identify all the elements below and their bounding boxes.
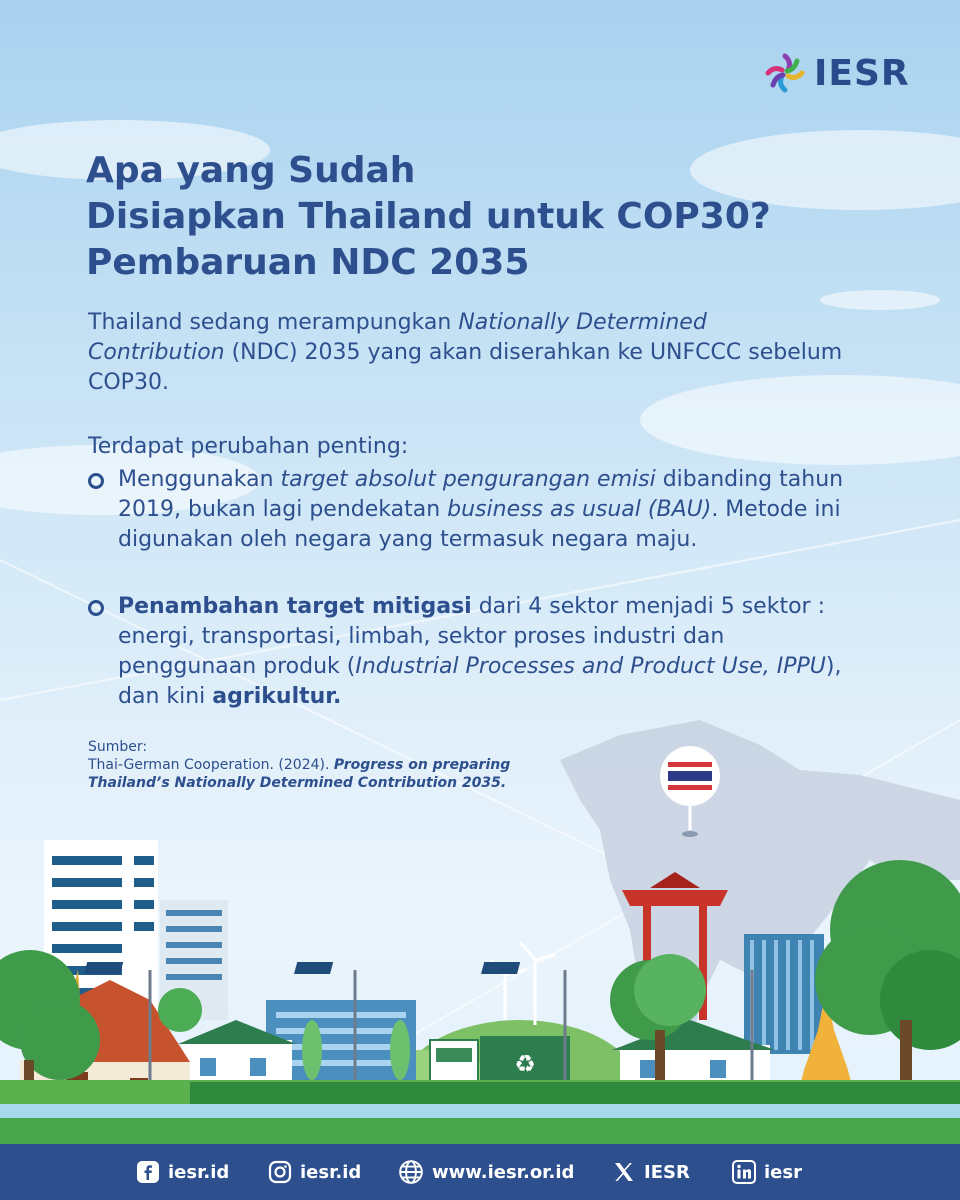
x-icon	[612, 1160, 636, 1184]
social-website[interactable]	[398, 1144, 574, 1200]
source-text	[88, 756, 558, 792]
source-label: Sumber:	[88, 739, 148, 755]
bullet-2-text-1: dari 4 sektor menjadi 5 sektor : energi, transportasi, limbah, sektor proses industri dan penggunaan produk (	[118, 594, 825, 679]
bullet-2-bold-1: Penambahan target mitigasi	[118, 594, 472, 619]
bullet-2-italic-1: Industrial Processes and Product Use, IPPU	[355, 654, 826, 679]
globe-icon	[398, 1159, 424, 1185]
bullet-1-text-3: . Metode ini digunakan oleh negara yang termasuk negara maju.	[118, 497, 841, 552]
bullet-text	[118, 592, 848, 712]
source-citation-text: Thai-German Cooperation. (2024).	[88, 757, 334, 773]
bullet-2-text-2: ), dan kini	[118, 654, 842, 709]
intro-italic: Nationally Determined Contribution	[88, 310, 707, 365]
intro-part-2: (NDC) 2035 yang akan diserahkan ke UNFCCC sebelum COP30.	[88, 340, 843, 395]
linkedin-icon	[732, 1160, 756, 1184]
instagram-icon	[268, 1160, 292, 1184]
title-line-1: Apa yang Sudah	[86, 150, 416, 191]
title-line-2: Disiapkan Thailand untuk COP30?	[86, 196, 771, 237]
intro-part-1: Thailand sedang merampungkan	[88, 310, 459, 335]
footer-bar	[0, 1144, 960, 1200]
intro-paragraph	[88, 308, 848, 398]
title-line-3: Pembaruan NDC 2035	[86, 242, 530, 283]
source-title: Progress on preparing Thailand’s Nationally Determined Contribution 2035.	[88, 757, 511, 791]
website-url: www.iesr.or.id	[432, 1161, 575, 1183]
facebook-icon	[136, 1160, 160, 1184]
facebook-handle: iesr.id	[168, 1161, 230, 1183]
changes-heading: Terdapat perubahan penting:	[88, 434, 409, 459]
source-citation	[88, 738, 558, 792]
recycle-icon: ♻	[514, 1050, 536, 1078]
social-facebook[interactable]	[136, 1144, 229, 1200]
iesr-logo-icon	[762, 50, 808, 96]
bullet-2-bold-2: agrikultur.	[212, 684, 342, 709]
instagram-handle: iesr.id	[300, 1161, 362, 1183]
bullet-1-text-2: dibanding tahun 2019, bukan lagi pendekatan	[118, 467, 844, 522]
bullet-icon	[88, 473, 104, 489]
bullet-text	[118, 465, 848, 555]
bullet-icon	[88, 600, 104, 616]
bullet-1-italic-2: business as usual (BAU)	[447, 497, 712, 522]
bullet-1-text-1: Menggunakan	[118, 467, 281, 492]
logo-text: IESR	[814, 52, 910, 94]
social-x[interactable]	[612, 1144, 690, 1200]
social-instagram[interactable]	[268, 1144, 361, 1200]
social-linkedin[interactable]	[732, 1144, 802, 1200]
linkedin-handle: iesr	[764, 1161, 802, 1183]
x-handle: IESR	[644, 1161, 690, 1183]
bullet-1-italic-1: target absolut pengurangan emisi	[280, 467, 656, 492]
page-title	[86, 148, 886, 286]
iesr-logo[interactable]	[762, 50, 910, 96]
